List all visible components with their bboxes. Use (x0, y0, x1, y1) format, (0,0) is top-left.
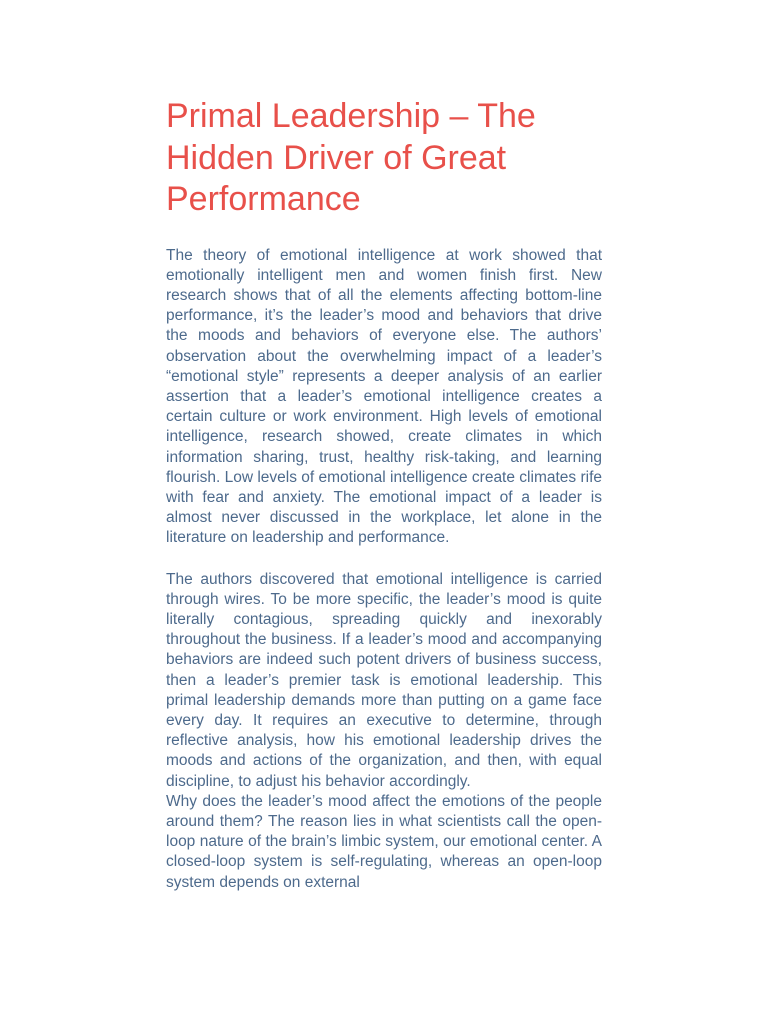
paragraph-1: The theory of emotional intelligence at work showed that emotionally intelligent men and women finish first. New research shows that of all the elements affecting bottom-line performance, it’s the leader’s mood and behaviors that drive the moods and behaviors of everyone else. The authors’ observation about the overwhelming impact of a leader’s “emotional style” represents a deeper analysis of an earlier assertion that a leader’s emotional intelligence creates a certain culture or work environment. High levels of emotional intelligence, research showed, create climates in which information sharing, trust, healthy risk-taking, and learning flourish. Low levels of emotional intelligence create climates rife with fear and anxiety. The emotional impact of a leader is almost never discussed in the workplace, let alone in the literature on leadership and performance. (166, 246, 602, 547)
paragraph-2: The authors discovered that emotional intelligence is carried through wires. To be more specific, the leader’s mood is quite literally contagious, spreading quickly and inexorably throughout the business. If a leader’s mood and accompanying behaviors are indeed such potent drivers of business success, then a leader’s premier task is emotional leadership. This primal leadership demands more than putting on a game face every day. It requires an executive to determine, through reflective analysis, how his emotional leadership drives the moods and actions of the organization, and then, with equal discipline, to adjust his behavior accordingly. (166, 570, 602, 790)
paragraph-3: Why does the leader’s mood affect the emotions of the people around them? The reason lies in what scientists call the open-loop nature of the brain’s limbic system, our emotional center. A closed-loop system is self-regulating, whereas an open-loop system depends on external (166, 792, 602, 891)
article-title: Primal Leadership – The Hidden Driver of Great Performance (166, 97, 536, 218)
article (166, 96, 602, 893)
